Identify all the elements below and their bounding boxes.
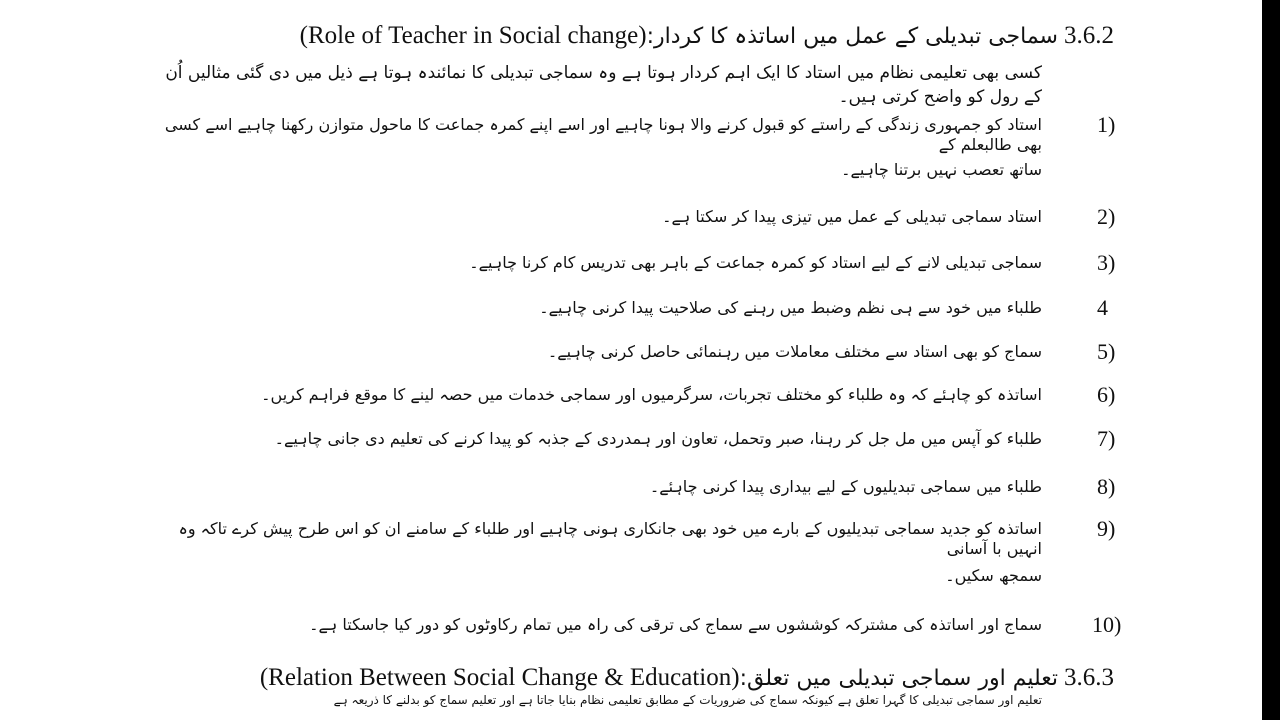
section-number: 3.6.3 (1064, 664, 1114, 691)
item-number: 3) (1097, 250, 1116, 275)
item-number: 4 (1097, 295, 1108, 320)
list-item-text: استاد سماجی تبدیلی کے عمل میں تیزی پیدا کر سکتا ہے۔ (662, 207, 1042, 226)
partial-paragraph-line: تعلیم اور سماجی تبدیلی کا گہرا تعلق ہے کیونکہ سماج کی ضروریات کے مطابق تعلیمی نظام بنایا جاتا ہے اور تعلیم سماج کو بدلنے کا ذریعہ ہے (333, 693, 1042, 707)
list-item-text: سماج کو بھی استاد سے مختلف معاملات میں رہنمائی حاصل کرنی چاہیے۔ (547, 342, 1042, 361)
heading-english: (Role of Teacher in Social change) (299, 22, 647, 49)
heading-english: (Relation Between Social Change & Education) (259, 664, 740, 691)
heading-urdu: سماجی تبدیلی کے عمل میں اساتذہ کا کردار: (646, 24, 1058, 49)
item-number: 1) (1097, 112, 1116, 137)
right-black-bar (1262, 0, 1280, 720)
list-item-text: ساتھ تعصب نہیں برتنا چاہیے۔ (841, 160, 1042, 179)
item-number: 2) (1097, 204, 1116, 229)
section-heading (260, 661, 1058, 696)
list-item-text: طلباء میں سماجی تبدیلیوں کے لیے بیداری پیدا کرنی چاہئے۔ (649, 477, 1042, 496)
list-item-text: اساتذہ کو جدید سماجی تبدیلیوں کے بارے میں خود بھی جانکاری ہونی چاہیے اور طلباء کے سامنے ان کو اس طرح پیش کرے تاکہ وہ انہیں با آسانی (178, 519, 1042, 558)
item-number: 5) (1097, 339, 1116, 364)
intro-paragraph: کسی بھی تعلیمی نظام میں استاد کا ایک اہم کردار ہوتا ہے وہ سماجی تبدیلی کا نمائندہ ہوتا ہے ذیل میں دی گئی مثالیں اُن کے رول کو واضح کرتی ہیں۔ (165, 63, 1042, 107)
list-item-text: طلباء کو آپس میں مل جل کر رہنا، صبر وتحمل، تعاون اور ہمدردی کے جذبہ کو پیدا کرنے کی تعلیم دی جانی چاہیے۔ (274, 429, 1042, 448)
list-item-text: استاد کو جمہوری زندگی کے راستے کو قبول کرنے والا ہونا چاہیے اور اسے اپنے کمرہ جماعت کا ماحول متوازن رکھنا چاہیے اسے کسی بھی طالبعلم کے (164, 115, 1042, 154)
list-item-text: سماج اور اساتذہ کی مشترکہ کوششوں سے سماج کی ترقی کی راہ میں تمام رکاوٹوں کو دور کیا جاسکتا ہے۔ (309, 615, 1042, 634)
item-number: 7) (1097, 426, 1116, 451)
item-number: 9) (1097, 516, 1116, 541)
item-number: 8) (1097, 474, 1116, 499)
list-item-text: سمجھ سکیں۔ (945, 566, 1042, 585)
item-number: 10) (1092, 612, 1122, 637)
list-item-text: سماجی تبدیلی لانے کے لیے استاد کو کمرہ جماعت کے باہر بھی تدریس کام کرنا چاہیے۔ (469, 253, 1042, 272)
heading-urdu: تعلیم اور سماجی تبدیلی میں تعلق: (739, 666, 1058, 691)
section-number: 3.6.2 (1064, 22, 1114, 49)
list-item-text: اساتذہ کو چاہئے کہ وہ طلباء کو مختلف تجربات، سرگرمیوں اور سماجی خدمات میں حصہ لینے کا موقع فراہم کریں۔ (261, 385, 1042, 404)
section-heading (300, 19, 1058, 54)
list-item-text: طلباء میں خود سے ہی نظم وضبط میں رہنے کی صلاحیت پیدا کرنی چاہیے۔ (539, 298, 1042, 317)
item-number: 6) (1097, 382, 1116, 407)
